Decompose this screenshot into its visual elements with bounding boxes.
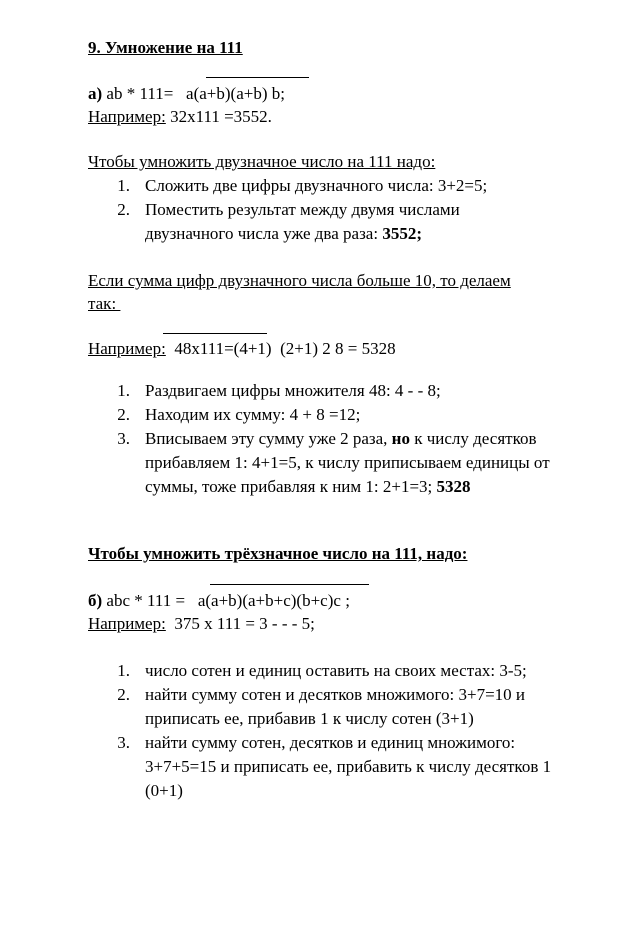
formula-a [88, 84, 285, 104]
example-rule2-b: 2 8 = 5328 [317, 339, 396, 358]
page-title: 9. Умножение на 111 [88, 38, 243, 57]
rule3-item: найти сумму сотен и десятков множимого: 3+7=10 и приписать ее, прибавив 1 к числу сотен (3+1) [145, 685, 526, 728]
rule2-heading-line1: Если сумма цифр двузначного числа больше 10, то делаем [88, 271, 511, 290]
formula-b-tail: ; [340, 591, 350, 610]
example-a-label: Например: [88, 107, 166, 126]
example-rule2 [88, 339, 396, 359]
rule1-item: Сложить две цифры двузначного числа: 3+2=5; [145, 176, 488, 195]
overline-a [206, 77, 309, 78]
label-b: б) [88, 591, 103, 610]
label-a: а) [88, 84, 103, 103]
rule2-item: Находим их сумму: 4 + 8 =12; [145, 405, 361, 424]
rule3-item-num: 2. [117, 685, 130, 704]
formula-a-tail: b; [267, 84, 285, 103]
rule2-item-result: 5328 [436, 477, 471, 496]
rule2-item-text: к числу десятков прибавляем 1: 4+1=5, к числу приписываем единицы от суммы, тоже прибавляя к ним 1: 2+1=3; [145, 429, 550, 496]
rule2-item: Раздвигаем цифры множителя 48: 4 - - 8; [145, 381, 441, 400]
rule3-item: найти сумму сотен, десятков и единиц множимого: 3+7+5=15 и приписать ее, прибавить к числу десятков 1 (0+1) [145, 733, 552, 800]
rule2-item-num: 3. [117, 429, 130, 448]
rule1-item-num: 1. [117, 176, 130, 195]
overline-rule2 [163, 333, 267, 334]
rule3-item: число сотен и единиц оставить на своих местах: 3-5; [145, 661, 527, 680]
rule2-item-emphasis: но [391, 429, 410, 448]
example-rule2-a: 48х111= [165, 339, 234, 358]
rule3-item-num: 3. [117, 733, 130, 752]
formula-a-lead: ab * 111= [102, 84, 187, 103]
rule2-item [145, 427, 570, 499]
rule3-heading: Чтобы умножить трёхзначное число на 111, надо: [88, 544, 468, 563]
rule3-item-num: 1. [117, 661, 130, 680]
rule2-item-text: Вписываем эту сумму уже 2 раза, [145, 429, 392, 448]
formula-b-lead: abc * 111 = [102, 591, 198, 610]
formula-a-over: a(a+b)(a+b) [186, 84, 268, 103]
example-a-text: 32х111 =3552. [165, 107, 272, 126]
rule2-heading-line2: так: [88, 294, 121, 313]
formula-b-over: a(a+b)(a+b+c)(b+c)c [197, 591, 341, 610]
example-rule2-label: Например: [88, 339, 166, 358]
rule1-item-text: Поместить результат между двумя числами двузначного числа уже два раза: [145, 200, 460, 243]
example-rule2-over: (4+1) (2+1) [233, 339, 318, 358]
rule1-item-num: 2. [117, 200, 130, 219]
rule2-item-num: 1. [117, 381, 130, 400]
rule1-item [145, 198, 510, 246]
formula-b [88, 591, 350, 611]
rule2-item-num: 2. [117, 405, 130, 424]
example-a [88, 107, 272, 127]
rule1-item-result: 3552; [382, 224, 422, 243]
rule1-heading: Чтобы умножить двузначное число на 111 надо: [88, 152, 436, 171]
example-b [88, 614, 315, 634]
example-b-label: Например: [88, 614, 166, 633]
overline-b [210, 584, 369, 585]
example-b-text: 375 х 111 = 3 - - - 5; [165, 614, 315, 633]
